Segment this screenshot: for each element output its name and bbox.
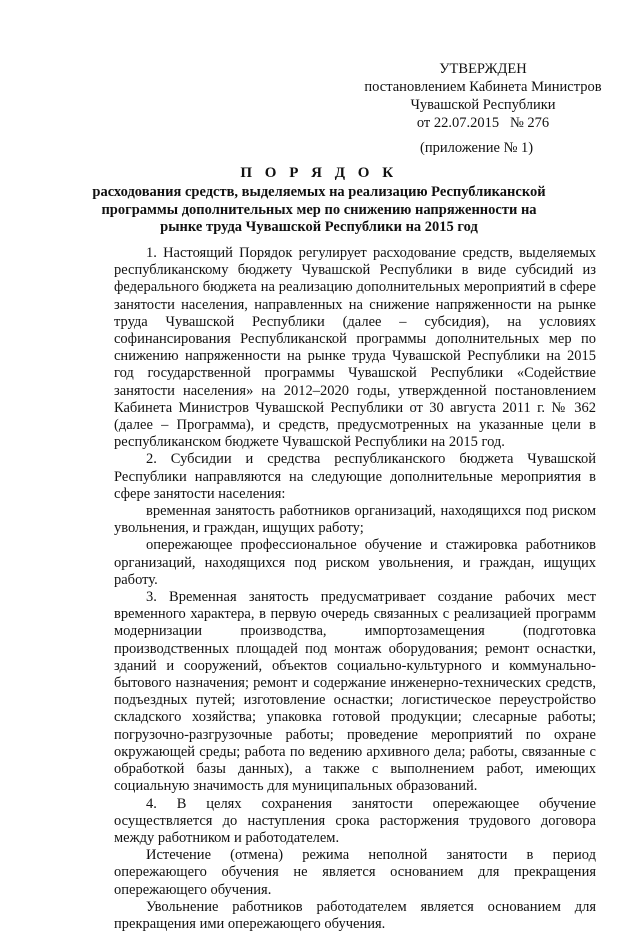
paragraph: 2. Субсидии и средства республиканского бюджета Чувашской Республики направляются на следующие дополнительные мероприятия в сфере занятости населения: xyxy=(114,451,596,502)
approval-republic: Чувашской Республики xyxy=(410,97,556,113)
approval-title: УТВЕРЖДЕН xyxy=(439,61,527,77)
paragraph: 4. В целях сохранения занятости опережающее обучение осуществляется до наступления срока расторжения трудового договора между работником и работодателем. xyxy=(114,795,596,846)
approval-stamp xyxy=(358,60,608,132)
document-body xyxy=(114,245,596,933)
document-subtitle: расходования средств, выделяемых на реализацию Республиканской программы дополнительных мер по снижению напряженности на рынке труда Чувашской Республики на 2015 год xyxy=(92,184,546,235)
paragraph: Увольнение работников работодателем является основанием для прекращения ими опережающего обучения. xyxy=(114,898,596,932)
paragraph: опережающее профессиональное обучение и стажировка работников организаций, находящихся под риском увольнения, и граждан, ищущих работу. xyxy=(114,537,596,588)
paragraph: Истечение (отмена) режима неполной занятости в период опережающего обучения не является основанием для прекращения опережающего обучения. xyxy=(114,847,596,898)
appendix-note: (приложение № 1) xyxy=(420,140,534,156)
document-title xyxy=(90,163,548,237)
approval-date-number: от 22.07.2015 № 276 xyxy=(416,115,550,131)
document-heading: П О Р Я Д О К xyxy=(240,165,398,181)
paragraph: 3. Временная занятость предусматривает создание рабочих мест временного характера, в первую очередь связанных с реализацией программ модернизации производства, импортозамещения (подготовка производственных площадей под монтаж оборудования; ремонт оснастки, зданий и сооружений, объектов социально-культурного и коммунально-бытового назначения; ремонт и содержание инженерно-технических средств, подъездных путей; изготовление оснастки; логистическое переустройство складского хозяйства; упаковка готовой продукции; слесарные работы; погрузочно-разгрузочные работы; проведение мероприятий по охране окружающей среды; работа по ведению архивного дела; работы, связанные с обработкой базы данных), а также с выполнением работ, имеющих социальную значимость для муниципальных образований. xyxy=(114,589,596,795)
paragraph: 1. Настоящий Порядок регулирует расходование средств, выделяемых республиканскому бюджету Чувашской Республики в виде субсидий из федерального бюджета на реализацию дополнительных мероприятий в сфере занятости населения, направленных на снижение напряженности на рынке труда Чувашской Республики (далее – субсидия), на условиях софинансирования Республиканской программы дополнительных мер по снижению напряженности на рынке труда Чувашской Республики на 2015 год государственной программы Чувашской Республики «Содействие занятости населения» на 2012–2020 годы, утвержденной постановлением Кабинета Министров Чувашской Республики от 30 августа 2011 г. № 362 (далее – Программа), и средств, предусмотренных на указанные цели в республиканском бюджете Чувашской Республики на 2015 год. xyxy=(114,245,596,451)
approval-issuer: постановлением Кабинета Министров xyxy=(364,79,602,95)
paragraph: временная занятость работников организаций, находящихся под риском увольнения, и граждан, ищущих работу; xyxy=(114,503,596,537)
